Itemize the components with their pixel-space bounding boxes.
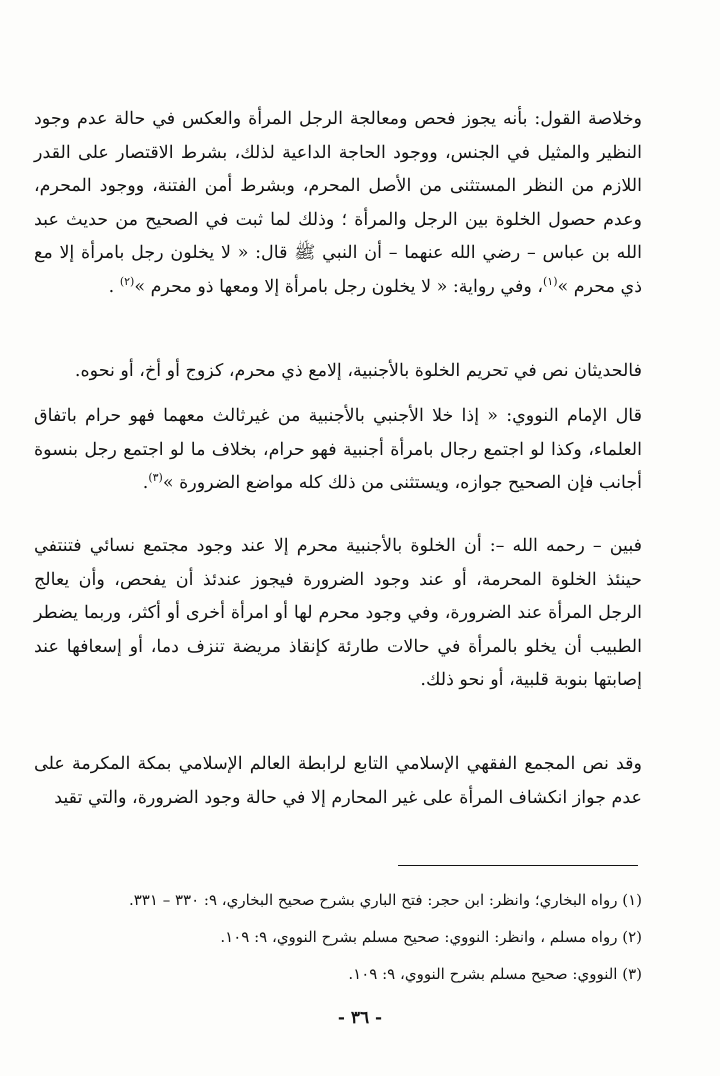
paragraph-text: ، وفي رواية: « لا يخلون رجل بامرأة إلا ومعها ذو محرم »: [134, 276, 543, 297]
paragraph-text: فالحديثان نص في تحريم الخلوة بالأجنبية، إلامع ذي محرم، كزوج أو أخ، أو نحوه.: [74, 361, 642, 381]
footnote-divider: [398, 865, 638, 866]
footnote-ref[interactable]: (٢): [119, 274, 135, 288]
paragraph-text: .: [142, 473, 149, 493]
footnote-ref[interactable]: (٣): [148, 471, 163, 485]
paragraph-text: .: [108, 276, 120, 297]
paragraph-summary: [34, 103, 642, 304]
paragraph-text: وقد نص المجمع الفقهي الإسلامي التابع لرابطة العالم الإسلامي بمكة المكرمة على عدم جواز انكشاف المرأة على غير المحارم إلا في حالة وجود الضرورة، والتي تقيد: [34, 754, 642, 808]
paragraph-text: فبين – رحمه الله –: أن الخلوة بالأجنبية محرم إلا عند وجود مجتمع نسائي فتنتفي حينئذ الخلوة المحرمة، أو عند وجود الضرورة فيجوز عندئذ أن يفحص، وأن يعالج الرجل المرأة عند الضرورة، وفي وجود محرم لها أو امرأة أخرى أو أكثر، وربما يضطر الطبيب أن يخلو بالمرأة في حالات طارئة كإنقاذ مريضة تنزف دما، أو إسعافها عند إصابتها بنوبة قلبية، أو نحو ذلك.: [34, 536, 642, 690]
paragraph-nawawi-quote: [34, 400, 642, 501]
paragraph-fiqh-council: [34, 748, 642, 815]
paragraph-explanation: [34, 530, 642, 698]
footnote-item: (٣) النووي: صحيح مسلم بشرح النووي، ٩: ١٠٩.: [348, 965, 642, 983]
footnote-item: (٢) رواه مسلم ، وانظر: النووي: صحيح مسلم بشرح النووي، ٩: ١٠٩.: [220, 928, 642, 946]
footnote-item: (١) رواه البخاري؛ وانظر: ابن حجر: فتح الباري بشرح صحيح البخاري، ٩: ٣٣٠ – ٣٣١.: [128, 891, 642, 909]
footnote-ref[interactable]: (١): [543, 274, 558, 288]
paragraph-two-hadiths: [34, 355, 642, 389]
paragraph-text: قال الإمام النووي: « إذا خلا الأجنبي بالأجنبية من غيرثالث معهما فهو حرام باتفاق العلماء، وكذا لو اجتمع رجال بامرأة أجنبية فهو حرام، بخلاف ما لو اجتمع رجل بنسوة أجانب فإن الصحيح جوازه، ويستثنى من ذلك كله مواضع الضرورة »: [34, 406, 642, 493]
page-number: - ٣٦ -: [337, 1008, 383, 1028]
footnotes: [80, 882, 642, 993]
paragraph-text: وخلاصة القول: بأنه يجوز فحص ومعالجة الرجل المرأة والعكس في حالة عدم وجود النظير والمثيل في الجنس، ووجود الحاجة الداعية لذلك، بشرط الاقتصار على القدر اللازم من النظر المستثنى من الأصل المحرم، وبشرط أمن الفتنة، ووجود المحرم، وعدم حصول الخلوة بين الرجل والمرأة ؛ وذلك لما ثبت في الصحيح من حديث عبد الله بن عباس – رضي الله عنهما – أن النبي ﷺ قال: « لا يخلون رجل بامرأة إلا مع ذي محرم »: [34, 109, 642, 297]
